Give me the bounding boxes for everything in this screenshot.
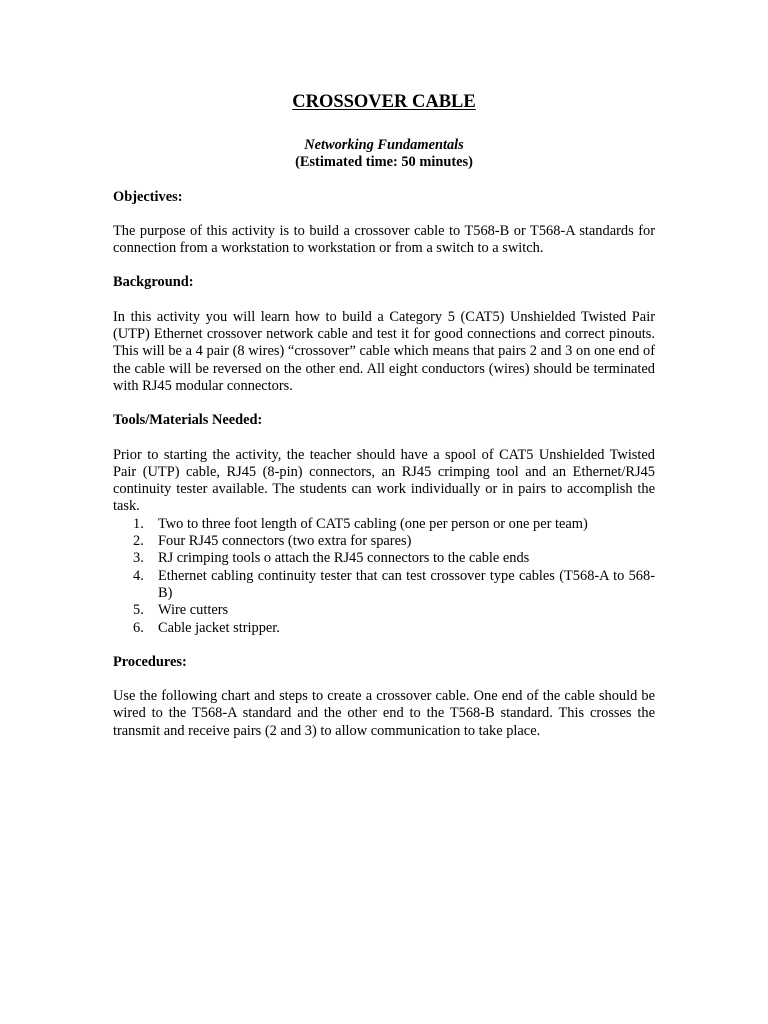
list-item (113, 533, 655, 550)
document-title: CROSSOVER CABLE (292, 92, 476, 112)
list-item-text: RJ crimping tools o attach the RJ45 connectors to the cable ends (158, 550, 530, 567)
list-item-text: Wire cutters (158, 602, 229, 619)
list-item (113, 620, 655, 637)
document-page (113, 92, 655, 740)
tools-list (113, 516, 655, 637)
procedures-heading: Procedures: (113, 653, 187, 670)
list-item-number: 1. (133, 515, 144, 532)
objectives-text: The purpose of this activity is to build a crossover cable to T568-B or T568-A standards for connection from a workstation to workstation or from a switch to a switch. (113, 222, 655, 257)
objectives-heading: Objectives: (113, 188, 183, 205)
background-heading: Background: (113, 274, 194, 291)
tools-text: Prior to starting the activity, the teacher should have a spool of CAT5 Unshielded Twisted Pair (UTP) cable, RJ45 (8-pin) connectors, an RJ45 crimping tool and an Ethernet/RJ45 continuity tester available. The students can work individually or in pairs to accomplish the task. (113, 446, 655, 515)
list-item-text: Two to three foot length of CAT5 cabling (one per person or one per team) (158, 515, 588, 532)
list-item (113, 602, 655, 619)
list-item-number: 5. (133, 602, 144, 619)
list-item-text: Cable jacket stripper. (158, 619, 280, 636)
list-item (113, 550, 655, 567)
list-item-number: 3. (133, 550, 144, 567)
list-item-text: Four RJ45 connectors (two extra for spares) (158, 533, 412, 550)
list-item-number: 6. (133, 619, 144, 636)
procedures-text: Use the following chart and steps to create a crossover cable. One end of the cable should be wired to the T568-A standard and the other end to the T568-B standard. This crosses the transmit and receive pairs (2 and 3) to allow communication to take place. (113, 688, 655, 739)
background-text: In this activity you will learn how to build a Category 5 (CAT5) Unshielded Twisted Pair (UTP) Ethernet crossover network cable and test it for good connections and correct pinouts. This will be a 4 pair (8 wires) “crossover” cable which means that pairs 2 and 3 on one end of the cable will be reversed on the other end. All eight conductors (wires) should be terminated with RJ45 modular connectors. (113, 308, 655, 394)
list-item-number: 2. (133, 533, 144, 550)
list-item (113, 516, 655, 533)
list-item (113, 568, 655, 603)
list-item-text: Ethernet cabling continuity tester that can test crossover type cables (T568-A to 568-B) (158, 567, 655, 601)
list-item-number: 4. (133, 567, 144, 584)
tools-heading: Tools/Materials Needed: (113, 412, 263, 429)
estimated-time: (Estimated time: 50 minutes) (295, 154, 473, 171)
document-subtitle: Networking Fundamentals (304, 137, 464, 153)
